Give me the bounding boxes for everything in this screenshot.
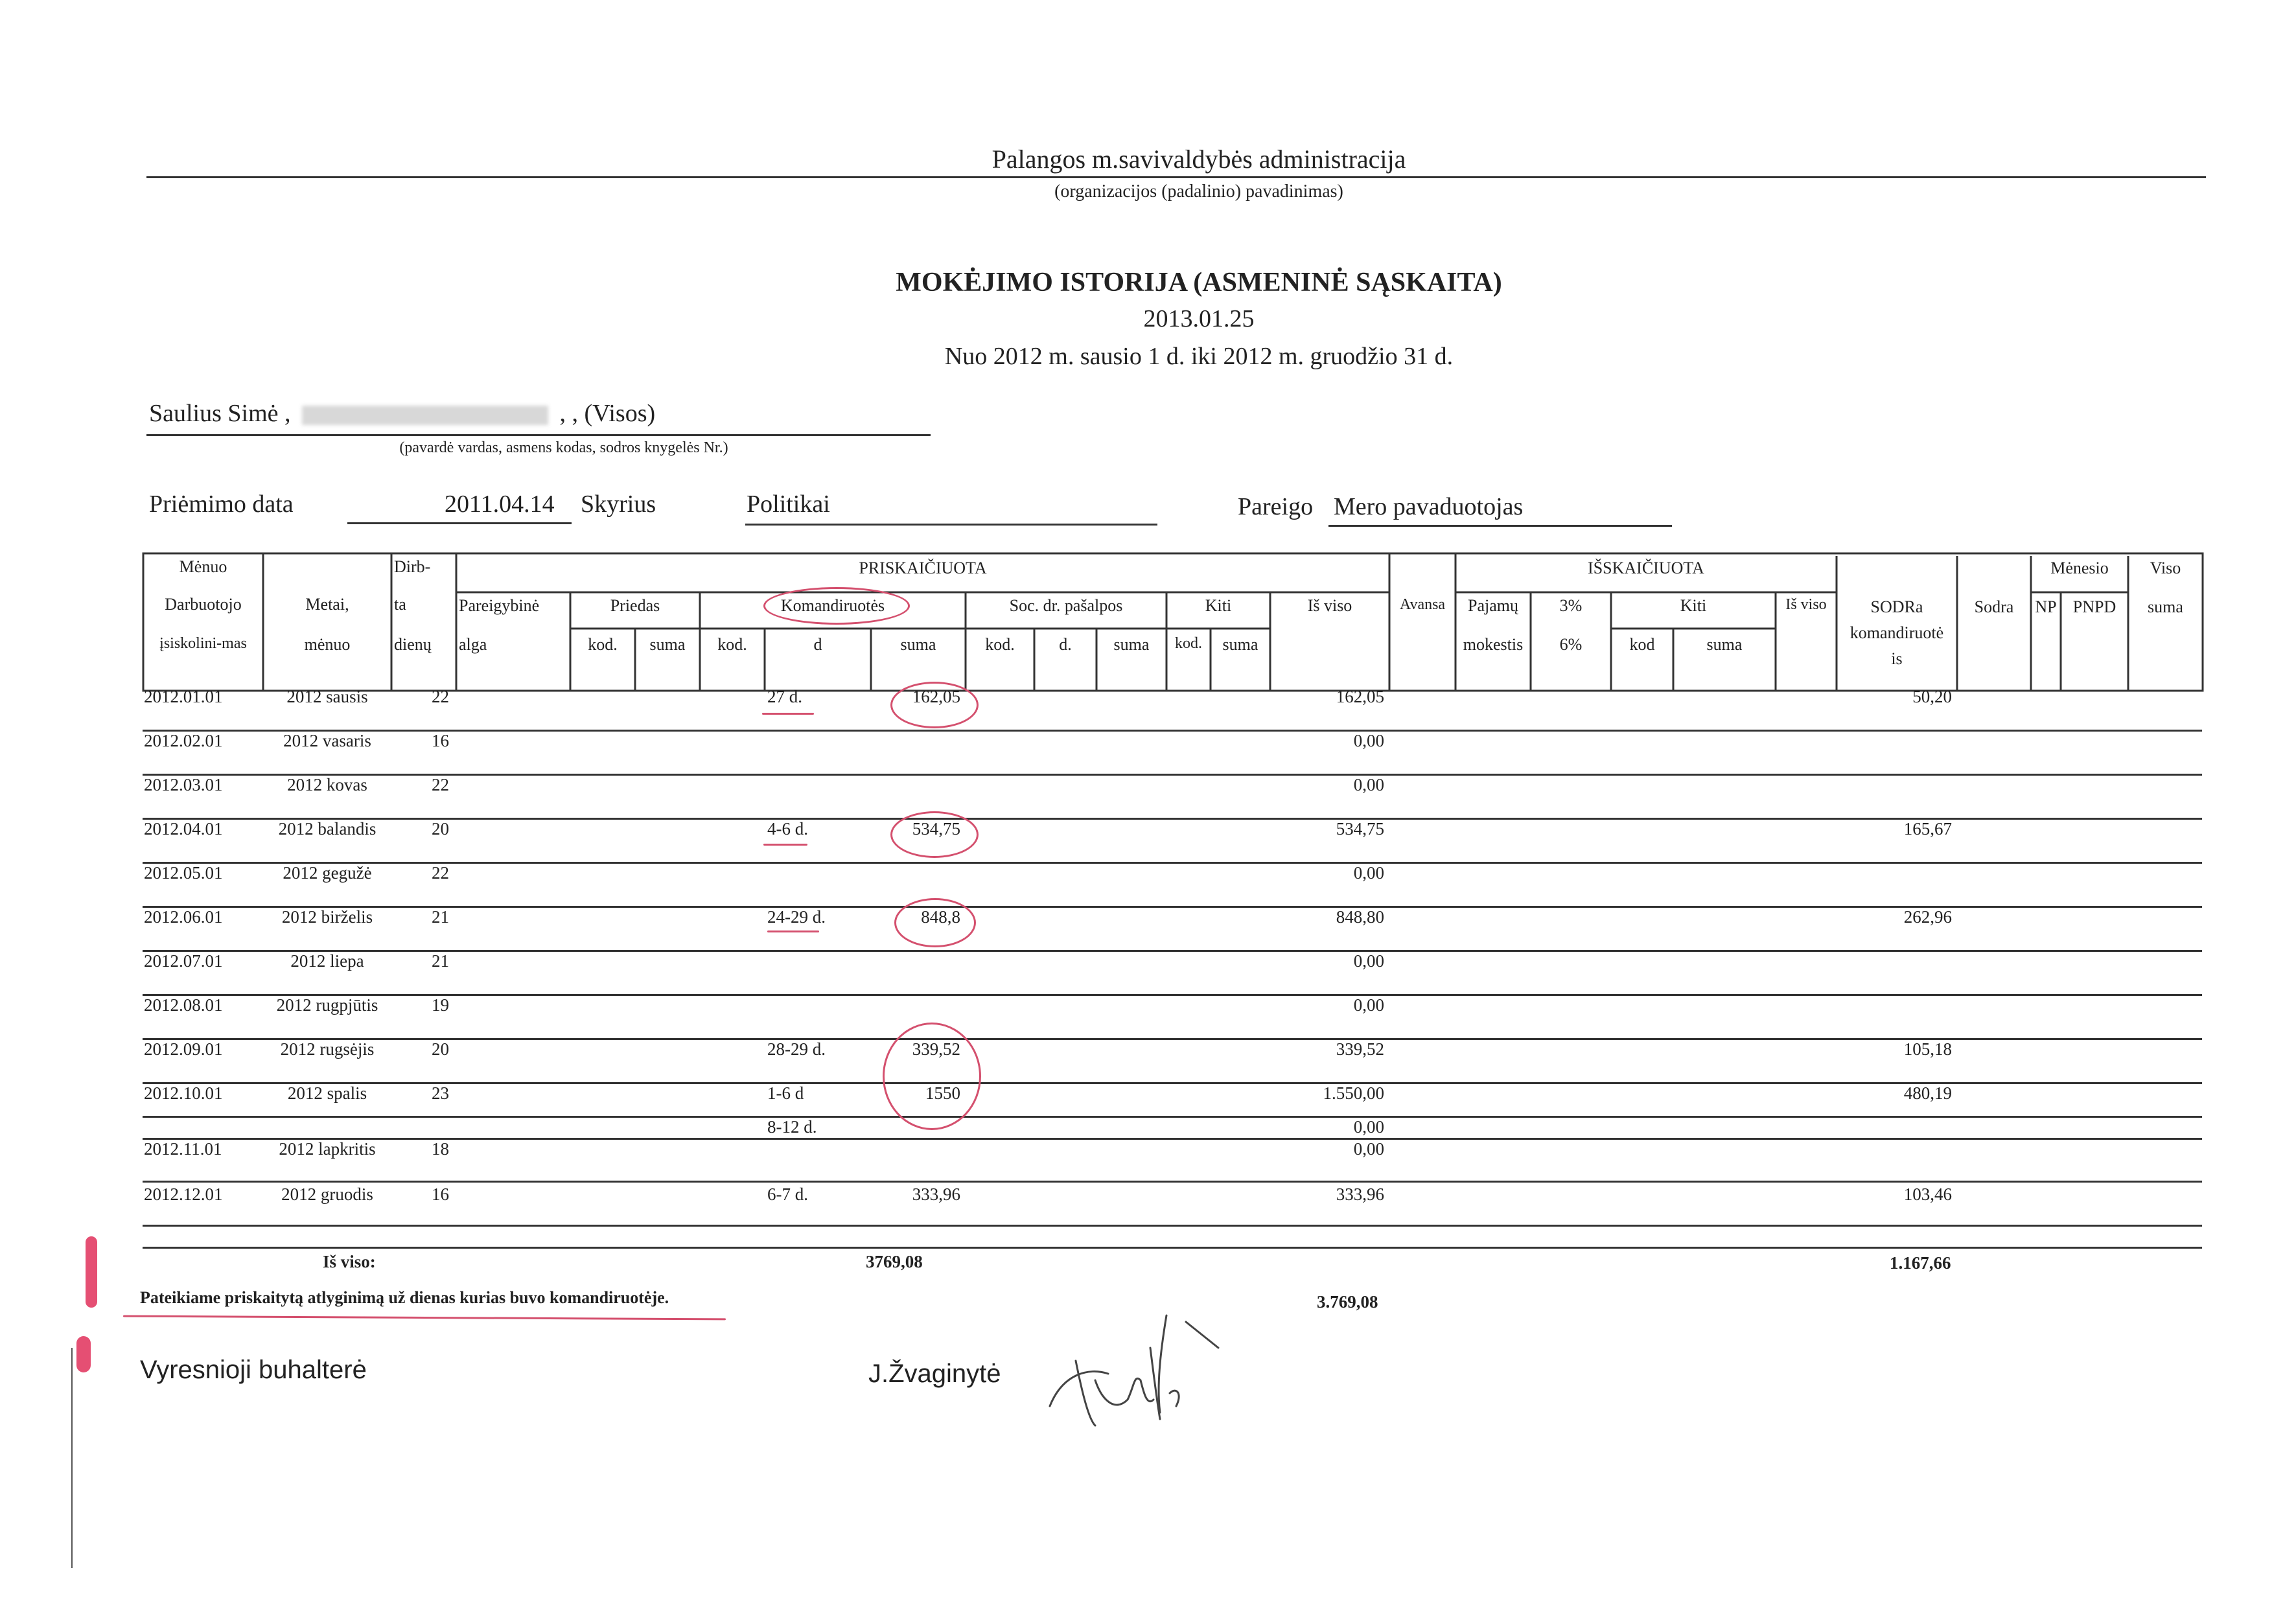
th-tax-1: Pajamų <box>1468 596 1518 615</box>
th-other2: Kiti <box>1680 596 1707 615</box>
signature-name: J.Žvaginytė <box>868 1359 1001 1388</box>
row-total: 0,00 <box>1353 731 1384 750</box>
row-separator <box>143 994 2202 996</box>
row-trip-days: 4-6 d. <box>767 819 808 838</box>
pen-underline-24-29d <box>767 931 819 932</box>
th-np: NP <box>2035 597 2057 616</box>
row-days: 22 <box>432 687 449 706</box>
row-month-name: 2012 rugpjūtis <box>276 995 378 1015</box>
row-month-name: 2012 vasaris <box>283 731 371 750</box>
row-days: 23 <box>432 1083 449 1103</box>
person-name-suffix: , , (Visos) <box>559 400 656 427</box>
row-days: 22 <box>432 863 449 883</box>
note-total: 3.769,08 <box>1317 1292 1378 1312</box>
row-month-name: 2012 balandis <box>278 819 377 838</box>
th-pct-1: 3% <box>1559 596 1583 615</box>
pen-circle-162 <box>890 682 979 728</box>
th-trips: Komandiruotės <box>780 596 885 615</box>
row-sodra: 105,18 <box>1903 1039 1952 1059</box>
th-other: Kiti <box>1205 596 1232 615</box>
row-month: 2012.06.01 <box>144 907 223 927</box>
th-advance: Avansa <box>1399 596 1446 613</box>
pen-circle-848 <box>894 898 976 947</box>
dept-label: Skyrius <box>581 491 656 518</box>
report-title: MOKĖJIMO ISTORIJA (ASMENINĖ SĄSKAITA) <box>896 268 1502 297</box>
th-bonus: Priedas <box>610 596 660 615</box>
row-trip-sum: 162,05 <box>912 687 960 706</box>
th-sodra-trip-3: is <box>1891 649 1903 668</box>
pen-underline-27d <box>762 713 814 715</box>
totals-separator <box>143 1247 2202 1249</box>
row-month-name: 2012 gegužė <box>283 863 372 883</box>
row-days: 22 <box>432 775 449 794</box>
row-trip-days: 8-12 d. <box>767 1117 817 1137</box>
th-group-accrued: PRISKAIČIUOTA <box>859 559 987 577</box>
row-sodra: 262,96 <box>1903 907 1952 927</box>
row-trip-sum: 534,75 <box>912 819 960 838</box>
row-month: 2012.08.01 <box>144 995 223 1015</box>
organization-name: Palangos m.savivaldybės administracija <box>991 145 1406 174</box>
row-month: 2012.05.01 <box>144 863 223 883</box>
th-pct-2: 6% <box>1559 635 1583 654</box>
row-trip-sum: 1550 <box>925 1083 960 1103</box>
row-separator <box>143 774 2202 776</box>
row-separator <box>143 1181 2202 1183</box>
row-trip-days: 28-29 d. <box>767 1039 826 1059</box>
row-month: 2012.10.01 <box>144 1083 223 1103</box>
th-viso-2: suma <box>2148 597 2183 616</box>
row-trip-sum: 333,96 <box>912 1185 960 1204</box>
th-salary-1: Pareigybinė <box>459 596 540 615</box>
row-month: 2012.11.01 <box>144 1139 222 1159</box>
report-period: Nuo 2012 m. sausio 1 d. iki 2012 m. gruodžio 31 d. <box>944 343 1454 370</box>
th-viso-1: Viso <box>2150 559 2181 577</box>
row-days: 20 <box>432 1039 449 1059</box>
left-margin-line <box>71 1348 73 1568</box>
th-tax-2: mokestis <box>1463 635 1524 654</box>
signature-role: Vyresnioji buhalterė <box>140 1356 367 1384</box>
th-social-suma: suma <box>1113 635 1150 654</box>
th-total2: Iš viso <box>1785 596 1827 613</box>
row-month-name: 2012 spalis <box>287 1083 367 1103</box>
row-days: 21 <box>432 907 449 927</box>
pen-circle-339 <box>883 1023 981 1130</box>
th-month-3: įsiskolini-mas <box>159 635 247 652</box>
row-trip-sum: 848,8 <box>921 907 960 927</box>
row-total: 848,80 <box>1336 907 1384 927</box>
row-trip-days: 27 d. <box>767 687 802 706</box>
th-monthly: Mėnesio <box>2050 559 2109 577</box>
totals-trip-sum: 3769,08 <box>866 1252 923 1271</box>
th-social-d: d. <box>1059 635 1072 654</box>
row-total: 0,00 <box>1353 995 1384 1015</box>
row-month-name: 2012 rugsėjis <box>280 1039 375 1059</box>
th-pnpd: PNPD <box>2072 597 2116 616</box>
th-social-kod: kod. <box>985 635 1015 654</box>
row-month: 2012.02.01 <box>144 731 223 750</box>
row-trip-days: 1-6 d <box>767 1083 804 1103</box>
row-total: 333,96 <box>1336 1185 1384 1204</box>
th-social: Soc. dr. pašalpos <box>1009 596 1123 615</box>
row-total: 162,05 <box>1336 687 1384 706</box>
pen-circle-534 <box>890 811 979 858</box>
row-trip-days: 6-7 d. <box>767 1185 808 1204</box>
pen-mark-left-1 <box>86 1236 97 1308</box>
row-month: 2012.01.01 <box>144 687 223 706</box>
th-trips-kod: kod. <box>717 635 747 654</box>
row-days: 19 <box>432 995 449 1015</box>
th-sodra-trip-1: SODRa <box>1870 597 1923 616</box>
row-month: 2012.09.01 <box>144 1039 223 1059</box>
th-bonus-kod: kod. <box>588 635 618 654</box>
row-separator <box>143 862 2202 864</box>
th-sodra: Sodra <box>1974 597 2014 616</box>
row-separator <box>143 1225 2202 1227</box>
row-sodra: 50,20 <box>1912 687 1952 706</box>
row-month-name: 2012 gruodis <box>281 1185 373 1204</box>
row-sodra: 165,67 <box>1903 819 1952 838</box>
hire-date: 2011.04.14 <box>445 491 555 518</box>
hire-label: Priėmimo data <box>149 491 294 518</box>
row-total: 0,00 <box>1353 775 1384 794</box>
report-date: 2013.01.25 <box>1143 305 1255 332</box>
row-month-name: 2012 liepa <box>290 951 364 971</box>
th-salary-2: alga <box>459 635 487 654</box>
row-total: 1.550,00 <box>1323 1083 1384 1103</box>
row-days: 18 <box>432 1139 449 1159</box>
th-month-1: Mėnuo <box>179 557 227 576</box>
row-days: 20 <box>432 819 449 838</box>
th-trips-suma: suma <box>900 635 936 654</box>
th-year-2: mėnuo <box>304 635 351 654</box>
row-total: 0,00 <box>1353 1139 1384 1159</box>
position-value: Mero pavaduotojas <box>1334 493 1524 520</box>
row-sodra: 480,19 <box>1903 1083 1952 1103</box>
th-days-1: Dirb- <box>394 557 431 576</box>
row-month-name: 2012 birželis <box>281 907 373 927</box>
row-total: 339,52 <box>1336 1039 1384 1059</box>
row-month: 2012.12.01 <box>144 1185 223 1204</box>
row-separator <box>143 950 2202 952</box>
totals-label: Iš viso: <box>323 1252 376 1271</box>
row-total: 534,75 <box>1336 819 1384 838</box>
th-other-kod: kod. <box>1175 635 1202 652</box>
th-year-1: Metai, <box>305 595 349 614</box>
th-month-2: Darbuotojo <box>165 595 242 614</box>
th-days-2: ta <box>394 595 406 614</box>
dept-value: Politikai <box>747 491 830 518</box>
person-caption: (pavardė vardas, asmens kodas, sodros knygelės Nr.) <box>399 439 728 456</box>
th-other2-suma: suma <box>1706 635 1743 654</box>
row-trip-sum: 339,52 <box>912 1039 960 1059</box>
row-month: 2012.03.01 <box>144 775 223 794</box>
handwritten-signature <box>1037 1302 1231 1439</box>
row-total: 0,00 <box>1353 1117 1384 1137</box>
row-days: 16 <box>432 731 449 750</box>
row-total: 0,00 <box>1353 863 1384 883</box>
pen-circle-trips-header <box>763 587 910 625</box>
row-month-name: 2012 sausis <box>286 687 368 706</box>
row-separator <box>143 1138 2202 1140</box>
note-text: Pateikiame priskaitytą atlyginimą už dienas kurias buvo komandiruotėje. <box>140 1288 669 1307</box>
th-other2-kod: kod <box>1629 635 1655 654</box>
row-month-name: 2012 lapkritis <box>279 1139 376 1159</box>
row-separator <box>143 1116 2202 1118</box>
pen-mark-left-2 <box>76 1336 91 1372</box>
row-month: 2012.04.01 <box>144 819 223 838</box>
position-label: Pareigo <box>1238 493 1314 520</box>
row-sodra: 103,46 <box>1903 1185 1952 1204</box>
row-days: 21 <box>432 951 449 971</box>
th-sodra-trip-2: komandiruotė <box>1850 623 1944 642</box>
row-trip-days: 24-29 d. <box>767 907 826 927</box>
row-separator <box>143 730 2202 732</box>
row-days: 16 <box>432 1185 449 1204</box>
th-trips-d: d <box>813 635 822 654</box>
row-month-name: 2012 kovas <box>287 775 367 794</box>
th-bonus-suma: suma <box>649 635 686 654</box>
th-total: Iš viso <box>1307 596 1352 615</box>
organization-caption: (organizacijos (padalinio) pavadinimas) <box>1054 181 1343 202</box>
pen-underline-4-6d <box>763 844 807 846</box>
person-name-prefix: Saulius Simė , <box>149 400 291 427</box>
th-group-deducted: IŠSKAIČIUOTA <box>1588 559 1704 577</box>
th-days-3: dienų <box>394 635 432 654</box>
row-total: 0,00 <box>1353 951 1384 971</box>
totals-sodra: 1.167,66 <box>1890 1253 1951 1273</box>
row-month: 2012.07.01 <box>144 951 223 971</box>
th-other-suma: suma <box>1222 635 1258 654</box>
pen-underline-note <box>123 1315 726 1321</box>
